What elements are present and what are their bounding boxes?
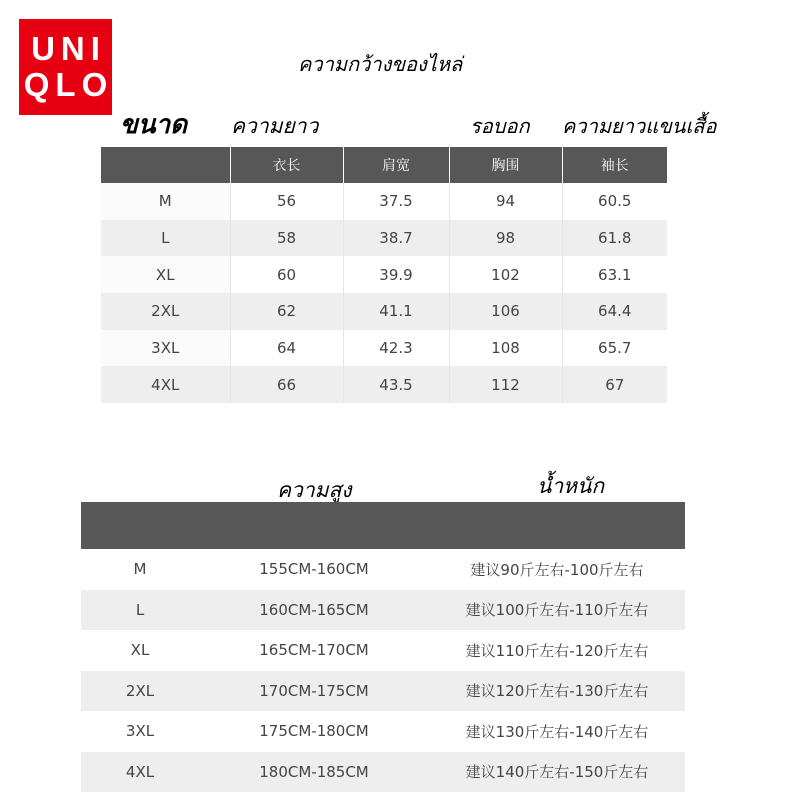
size-cell: M <box>81 549 199 590</box>
table-cell: 60 <box>230 256 343 293</box>
table-cell: 112 <box>449 366 562 403</box>
length-label: ความยาว <box>231 114 319 138</box>
table-cell: 65.7 <box>562 330 667 367</box>
size-cell: XL <box>81 630 199 671</box>
table-cell: 41.1 <box>343 293 449 330</box>
chest-label: รอบอก <box>470 114 530 138</box>
table-cell: 106 <box>449 293 562 330</box>
table-cell: 66 <box>230 366 343 403</box>
measurement-table <box>101 147 667 403</box>
weight-cell: 建议140斤左右-150斤左右 <box>429 752 685 793</box>
weight-cell: 建议90斤左右-100斤左右 <box>429 549 685 590</box>
height-cell: 180CM-185CM <box>199 752 429 793</box>
height-cell: 155CM-160CM <box>199 549 429 590</box>
size-cell: M <box>101 183 230 220</box>
logo-line-2: QLO <box>23 66 114 103</box>
table-row <box>101 220 667 257</box>
sleeve-length-label: ความยาวแขนเสื้อ <box>562 114 717 138</box>
header-cell: 袖长 <box>562 147 667 183</box>
table-header-row <box>101 147 667 183</box>
table-cell: 37.5 <box>343 183 449 220</box>
table-row <box>81 590 685 631</box>
table-cell: 63.1 <box>562 256 667 293</box>
header-cell <box>81 502 199 549</box>
size-cell: 2XL <box>101 293 230 330</box>
height-cell: 160CM-165CM <box>199 590 429 631</box>
size-cell: 2XL <box>81 671 199 712</box>
table-row <box>81 549 685 590</box>
table-cell: 60.5 <box>562 183 667 220</box>
table-header-row <box>81 502 685 549</box>
table-cell: 38.7 <box>343 220 449 257</box>
height-cell: 175CM-180CM <box>199 711 429 752</box>
size-cell: 4XL <box>81 752 199 793</box>
table-cell: 42.3 <box>343 330 449 367</box>
height-cell: 170CM-175CM <box>199 671 429 712</box>
size-cell: 4XL <box>101 366 230 403</box>
table-cell: 98 <box>449 220 562 257</box>
table-row <box>81 630 685 671</box>
weight-cell: 建议120斤左右-130斤左右 <box>429 671 685 712</box>
header-cell: 胸围 <box>449 147 562 183</box>
size-cell: 3XL <box>81 711 199 752</box>
table-row <box>101 183 667 220</box>
size-label: ขนาด <box>120 110 188 140</box>
table-cell: 61.8 <box>562 220 667 257</box>
shoulder-width-label: ความกว้างของไหล่ <box>298 52 463 76</box>
table-cell: 39.9 <box>343 256 449 293</box>
header-cell: 衣长 <box>230 147 343 183</box>
header-cell: 肩宽 <box>343 147 449 183</box>
table-cell: 58 <box>230 220 343 257</box>
size-cell: L <box>101 220 230 257</box>
table-cell: 102 <box>449 256 562 293</box>
height-cell: 165CM-170CM <box>199 630 429 671</box>
table-row <box>101 366 667 403</box>
table-cell: 94 <box>449 183 562 220</box>
weight-cell: 建议100斤左右-110斤左右 <box>429 590 685 631</box>
table-row <box>101 330 667 367</box>
table-cell: 43.5 <box>343 366 449 403</box>
header-cell <box>429 502 685 549</box>
table-row <box>81 752 685 793</box>
size-cell: XL <box>101 256 230 293</box>
table-cell: 62 <box>230 293 343 330</box>
table-cell: 56 <box>230 183 343 220</box>
table-row <box>101 256 667 293</box>
table-cell: 64.4 <box>562 293 667 330</box>
height-weight-table <box>81 502 685 792</box>
size-cell: 3XL <box>101 330 230 367</box>
logo-line-1: UNI <box>31 30 106 67</box>
header-cell <box>101 147 230 183</box>
weight-cell: 建议130斤左右-140斤左右 <box>429 711 685 752</box>
weight-label: น้ำหนัก <box>537 474 605 498</box>
table-row <box>81 671 685 712</box>
table-row <box>101 293 667 330</box>
size-cell: L <box>81 590 199 631</box>
uniqlo-logo <box>19 19 112 115</box>
table-cell: 67 <box>562 366 667 403</box>
height-label: ความสูง <box>277 478 352 502</box>
header-cell <box>199 502 429 549</box>
table-cell: 64 <box>230 330 343 367</box>
table-row <box>81 711 685 752</box>
weight-cell: 建议110斤左右-120斤左右 <box>429 630 685 671</box>
table-cell: 108 <box>449 330 562 367</box>
